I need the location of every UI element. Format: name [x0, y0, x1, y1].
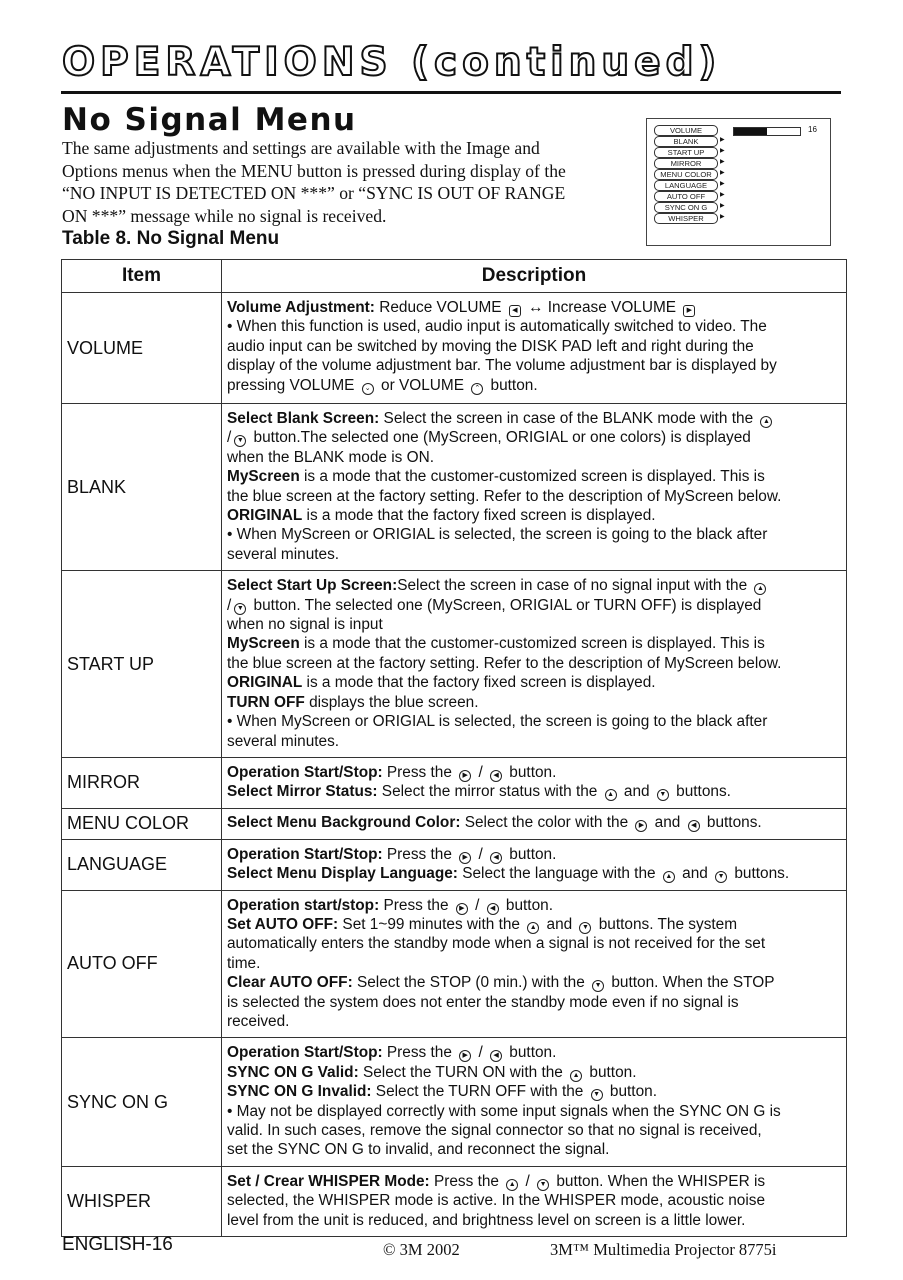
row-description: Set / Crear WHISPER Mode: Press the ▲ / ▼ button. When the WHISPER is selected, the WHISPER mode is active. In the WHISPER mode, acoustic noise level from the unit is reduced, and brightness level on screen is a little lower.: [222, 1166, 847, 1236]
arrow-right-icon: ▶: [720, 148, 725, 154]
row-description: Operation Start/Stop: Press the ▶ / ◀ button. Select Menu Display Language: Select the language with the ▲ and ▼ buttons.: [222, 839, 847, 890]
right-button-icon: ▶: [683, 305, 695, 317]
left-button-icon: ◀: [688, 820, 700, 832]
up-button-icon: ▲: [506, 1179, 518, 1191]
up-button-icon: ▲: [527, 922, 539, 934]
up-button-icon: ▲: [663, 871, 675, 883]
left-button-icon: ◀: [490, 770, 502, 782]
volume-value: 16: [808, 125, 817, 134]
table-row: [62, 404, 847, 571]
table-header-row: [62, 260, 847, 293]
up-button-icon: ▲: [605, 789, 617, 801]
volume-down-button-icon: ⌄: [362, 383, 374, 395]
volume-up-button-icon: ⌃: [471, 383, 483, 395]
row-description: Operation Start/Stop: Press the ▶ / ◀ button. Select Mirror Status: Select the mirror status with the ▲ and ▼ buttons.: [222, 757, 847, 808]
down-button-icon: ▼: [579, 922, 591, 934]
arrow-right-icon: ▶: [720, 170, 725, 176]
volume-bar: [733, 127, 801, 136]
row-item-mirror: MIRROR: [62, 757, 222, 808]
table-row: [62, 571, 847, 758]
arrow-right-icon: ▶: [720, 137, 725, 143]
table-row: [62, 757, 847, 808]
arrow-right-icon: ▶: [720, 203, 725, 209]
menu-preview-item: LANGUAGE: [654, 180, 718, 191]
down-button-icon: ▼: [591, 1089, 603, 1101]
row-item-whisper: WHISPER: [62, 1166, 222, 1236]
right-button-icon: ▶: [635, 820, 647, 832]
row-description: Select Menu Background Color: Select the color with the ▶ and ◀ buttons.: [222, 808, 847, 839]
row-item-blank: BLANK: [62, 404, 222, 571]
row-description: Operation start/stop: Press the ▶ / ◀ button. Set AUTO OFF: Set 1~99 minutes with the ▲ and ▼ buttons. The system automatically enters the standby mode when a signal is not received for the set time. Clear AUTO OFF: Select the STOP (0 min.) with the ▼ button. When the STOP is selected the system does not enter the standby mode even if no signal is received.: [222, 890, 847, 1038]
section-title: No Signal Menu: [62, 102, 357, 138]
down-button-icon: ▼: [715, 871, 727, 883]
table-caption: Table 8. No Signal Menu: [62, 228, 280, 249]
table-row: [62, 808, 847, 839]
intro-line: “NO INPUT IS DETECTED ON ***” or “SYNC IS OUT OF RANGE: [62, 183, 566, 203]
row-item-volume: VOLUME: [62, 293, 222, 404]
table-row: [62, 293, 847, 404]
footer-copyright: © 3M 2002: [383, 1240, 460, 1259]
right-button-icon: ▶: [459, 1050, 471, 1062]
down-button-icon: ▼: [592, 980, 604, 992]
menu-preview-item: WHISPER: [654, 213, 718, 224]
row-description: Select Start Up Screen:Select the screen in case of no signal input with the ▲ / ▼ button. The selected one (MyScreen, ORIGIAL or TURN OFF) is displayed when no signal is input MyScreen is a mode that the customer-customized screen is displayed. This is the blue screen at the factory setting. Refer to the description of MyScreen below. ORIGINAL is a mode that the factory fixed screen is displayed. TURN OFF displays the blue screen. • When MyScreen or ORIGIAL is selected, the screen is going to the black after several minutes.: [222, 571, 847, 758]
right-button-icon: ▶: [459, 770, 471, 782]
menu-preview-item: START UP: [654, 147, 718, 158]
menu-preview-item: SYNC ON G: [654, 202, 718, 213]
header-rule: [61, 91, 841, 94]
intro-line: Options menus when the MENU button is pressed during display of the: [62, 160, 566, 181]
menu-preview-item: MIRROR: [654, 158, 718, 169]
arrow-right-icon: ▶: [720, 181, 725, 187]
left-button-icon: ◀: [509, 305, 521, 317]
up-button-icon: ▲: [570, 1070, 582, 1082]
row-description: Volume Adjustment: Reduce VOLUME ◀ ↔ Increase VOLUME ▶ • When this function is used, audio input is automatically switched to video. The audio input can be switched by moving the DISK PAD left and right during the display of the volume adjustment bar. The volume adjustment bar is displayed by pressing VOLUME ⌄ or VOLUME ⌃ button.: [222, 293, 847, 404]
intro-line: The same adjustments and settings are available with the Image and: [62, 138, 540, 158]
row-item-menu-color: MENU COLOR: [62, 808, 222, 839]
table-row: [62, 839, 847, 890]
menu-preview-item: AUTO OFF: [654, 191, 718, 202]
left-button-icon: ◀: [487, 903, 499, 915]
arrow-right-icon: ▶: [720, 214, 725, 220]
left-button-icon: ◀: [490, 1050, 502, 1062]
table-row: [62, 1038, 847, 1166]
row-item-start-up: START UP: [62, 571, 222, 758]
left-button-icon: ◀: [490, 852, 502, 864]
right-button-icon: ▶: [456, 903, 468, 915]
footer-page-label: ENGLISH-16: [62, 1234, 173, 1255]
column-header-item: Item: [62, 260, 222, 293]
intro-paragraph: [62, 137, 622, 227]
intro-line: ON ***” message while no signal is received.: [62, 205, 387, 226]
down-button-icon: ▼: [657, 789, 669, 801]
arrow-right-icon: ▶: [720, 159, 725, 165]
down-button-icon: ▼: [234, 435, 246, 447]
menu-preview: [646, 118, 831, 246]
menu-preview-item: MENU COLOR: [654, 169, 718, 180]
table-row: [62, 890, 847, 1038]
no-signal-menu-table: [61, 259, 847, 1237]
down-button-icon: ▼: [234, 603, 246, 615]
page-header-title: OPERATIONS (continued): [62, 40, 722, 85]
table-row: [62, 1166, 847, 1236]
arrow-right-icon: ▶: [720, 192, 725, 198]
menu-preview-item: VOLUME: [654, 125, 718, 136]
up-button-icon: ▲: [760, 416, 772, 428]
column-header-description: Description: [222, 260, 847, 293]
down-button-icon: ▼: [537, 1179, 549, 1191]
right-button-icon: ▶: [459, 852, 471, 864]
volume-bar-fill: [734, 128, 767, 135]
menu-preview-item: BLANK: [654, 136, 718, 147]
row-item-auto-off: AUTO OFF: [62, 890, 222, 1038]
row-description: Select Blank Screen: Select the screen in case of the BLANK mode with the ▲ / ▼ button.The selected one (MyScreen, ORIGIAL or one colors) is displayed when the BLANK mode is ON. MyScreen is a mode that the customer-customized screen is displayed. This is the blue screen at the factory setting. Refer to the description of MyScreen below. ORIGINAL is a mode that the factory fixed screen is displayed. • When MyScreen or ORIGIAL is selected, the screen is going to the black after several minutes.: [222, 404, 847, 571]
row-description: Operation Start/Stop: Press the ▶ / ◀ button. SYNC ON G Valid: Select the TURN ON with the ▲ button. SYNC ON G Invalid: Select the TURN OFF with the ▼ button. • May not be displayed correctly with some input signals when the SYNC ON G is valid. In such cases, remove the signal connector so that no signal is received, set the SYNC ON G to invalid, and reconnect the signal.: [222, 1038, 847, 1166]
row-item-sync-on-g: SYNC ON G: [62, 1038, 222, 1166]
up-button-icon: ▲: [754, 583, 766, 595]
row-item-language: LANGUAGE: [62, 839, 222, 890]
footer-product: 3M™ Multimedia Projector 8775i: [550, 1240, 777, 1259]
